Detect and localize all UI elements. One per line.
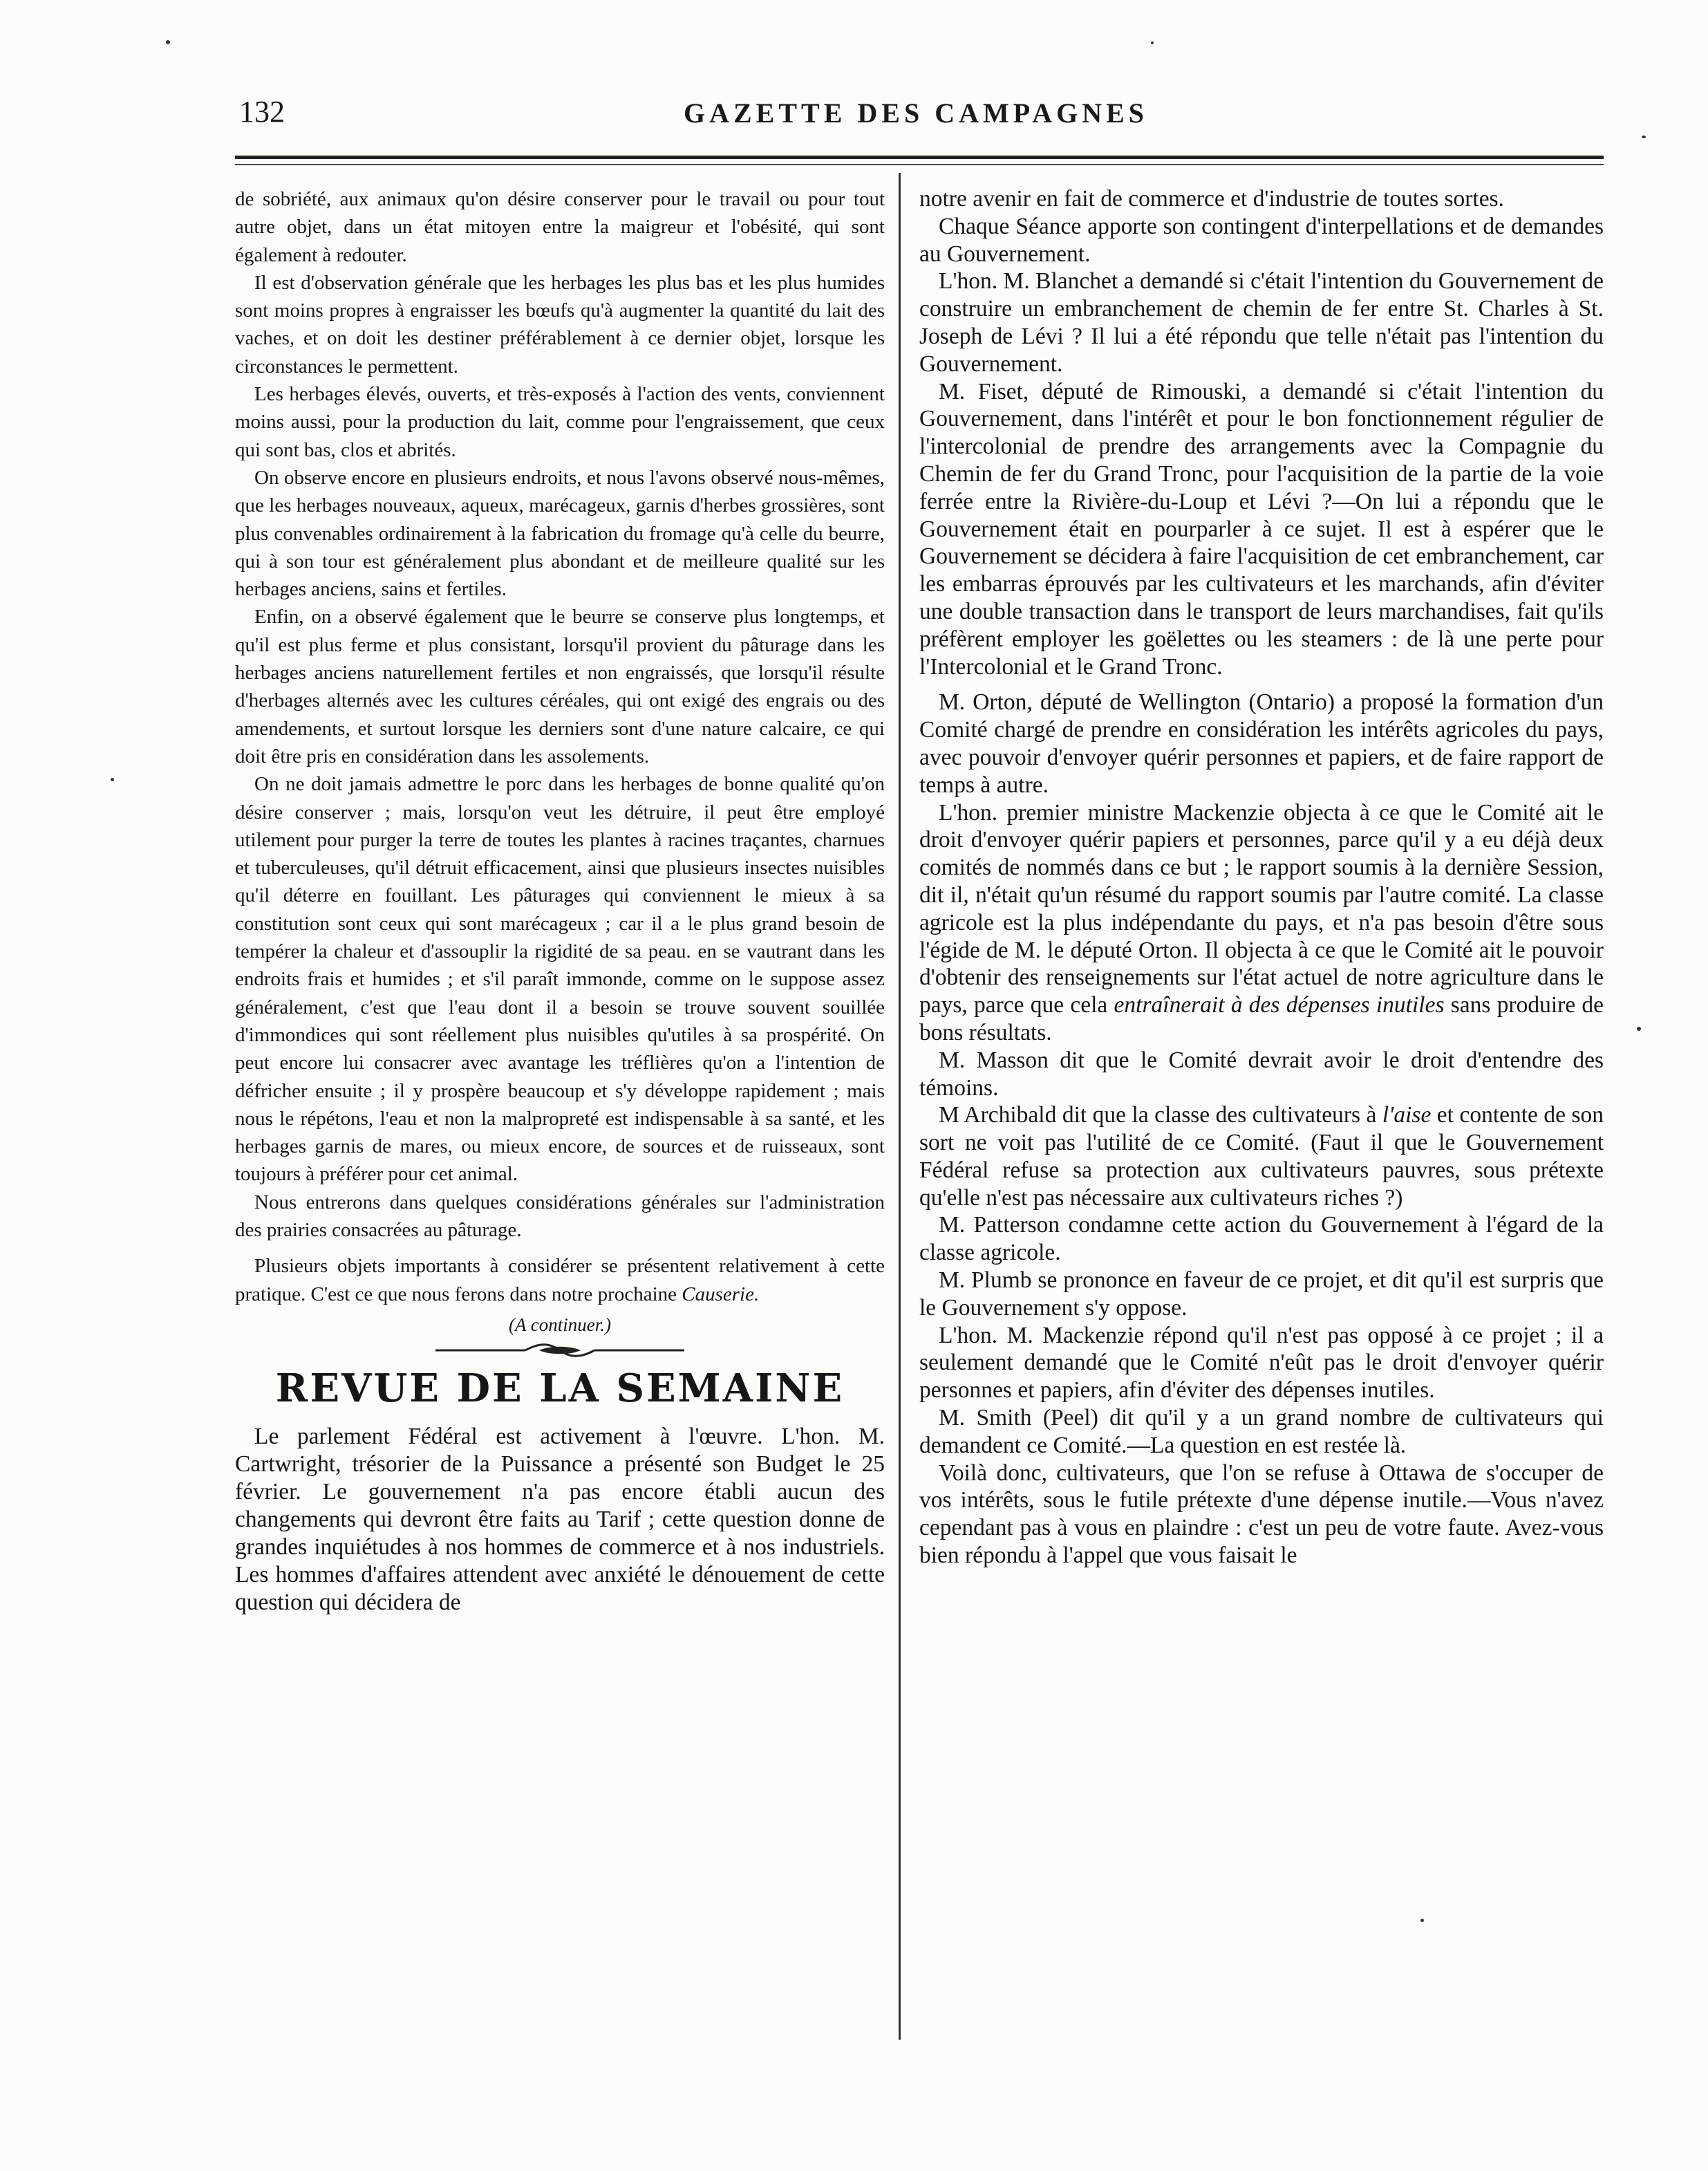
running-title: GAZETTE DES CAMPAGNES	[683, 97, 1148, 129]
scan-speck	[111, 778, 114, 781]
header-rule	[235, 156, 1604, 159]
paragraph-text: sans produire de bons résultats.	[919, 992, 1604, 1045]
ornament-divider-icon	[435, 1343, 684, 1358]
paragraph: Les herbages élevés, ouverts, et très-exposés à l'action des vents, conviennent moins aussi, pour la production du lait, comme pour l'engraissement, que ceux qui sont bas, clos et abrités.	[235, 383, 885, 461]
page-number: 132	[239, 95, 285, 129]
paragraph: L'hon. M. Mackenzie répond qu'il n'est pas opposé à ce projet ; il a seulement demandé que le Comité n'eût pas le droit d'envoyer quérir personnes et papiers, afin d'éviter des dépenses inutiles.	[919, 1322, 1604, 1404]
page-header	[228, 87, 1604, 136]
right-column	[919, 185, 1604, 1569]
paragraph: On ne doit jamais admettre le porc dans les herbages de bonne qualité qu'on désire conserver ; mais, lorsqu'on veut les détruire, il peut être employé utilement pour purger la terre de toutes les plantes à racines traçantes, charnues et tuberculeuses, qu'il détruit efficacement, ainsi que plusieurs insectes nuisibles qu'il déterre en fouillant. Les pâturages qui conviennent le mieux à sa constitution sont ceux qui sont marécageux ; car il a le plus grand besoin de tempérer la chaleur et d'assouplir la rigidité de sa peau. en se vautrant dans les endroits frais et humides ; et s'il paraît immonde, comme on le suppose assez généralement, c'est que l'eau dont il a besoin se trouve souvent souillée d'immondices qui sont réellement plus nuisibles qu'utiles à sa prospérité. On peut encore lui consacrer avec avantage les tréflières qu'on a l'intention de défricher ensuite ; il y prospère beaucoup et s'y développe rapidement ; mais nous le répétons, l'eau et non la malpropreté est indispensable à sa santé, et les herbages garnis de mares, ou mieux encore, de sources et de ruisseaux, sont toujours à préférer pour cet animal.	[235, 773, 885, 1186]
paragraph-text: M Archibald dit que la classe des cultivateurs à	[939, 1102, 1377, 1128]
paragraph: M. Masson dit que le Comité devrait avoir le droit d'entendre des témoins.	[919, 1047, 1604, 1101]
paragraph: M. Fiset, député de Rimouski, a demandé si c'était l'intention du Gouvernement, dans l'intérêt et pour le bon fonctionnement régulier de l'intercolonial de prendre des arrangements avec la Compagnie du Chemin de fer du Grand Tronc, pour l'acquisition de la partie de la voie ferrée entre la Rivière-du-Loup et Lévi ?—On lui a répondu que le Gouvernement était en pourparler à ce sujet. Il est à espérer que le Gouvernement se décidera à faire l'acquisition de cet embranchement, car les embarras éprouvés par les cultivateurs et les marchands, afin d'éviter une double transaction dans le transport de leurs marchandises, fait qu'ils préfèrent employer les goëlettes ou les steamers : de là une perte pour l'Intercolonial et le Grand Tronc.	[919, 378, 1604, 680]
scan-speck	[1637, 1027, 1641, 1031]
paragraph: M. Patterson condamne cette action du Gouvernement à l'égard de la classe agricole.	[919, 1212, 1604, 1266]
column-divider	[899, 173, 901, 2040]
scan-speck	[1642, 136, 1646, 138]
paragraph-text: Plusieurs objets importants à considérer se présentent relativement à cette pratique. C'est ce que nous ferons dans notre prochaine	[235, 1255, 885, 1305]
paragraph-text: et contente de son sort ne voit pas l'utilité de ce Comité. (Faut il que le Gouvernement Fédéral refuse sa protection aux cultivateurs pauvres, sous prétexte qu'elle n'est pas nécessaire aux cultivateurs riches ?)	[919, 1102, 1604, 1211]
paragraph-text: L'hon. premier ministre Mackenzie objecta à ce que le Comité ait le droit d'envoyer quérir papiers et personnes, parce qu'il y a eu déjà deux comités de nommés dans ce but ; le rapport soumis à la dernière Session, dit il, n'était qu'un résumé du rapport soumis par l'autre comité. La classe agricole est la plus indépendante du pays, et n'a pas besoin d'être sous l'égide de M. le député Orton. Il objecta à ce que le Comité ait le pouvoir d'obtenir des renseignements sur l'état actuel de notre agriculture dans le pays, parce que cela	[919, 799, 1604, 1018]
paragraph	[919, 799, 1604, 1047]
paragraph: L'hon. M. Blanchet a demandé si c'était l'intention du Gouvernement de construire un embranchement de chemin de fer entre St. Charles à St. Joseph de Lévi ? Il lui a été répondu que telle n'était pas l'intention du Gouvernement.	[919, 268, 1604, 377]
paragraph: de sobriété, aux animaux qu'on désire conserver pour le travail ou pour tout autre objet, dans un état mitoyen entre la maigreur et l'obésité, qui sont également à redouter.	[235, 188, 885, 266]
paragraph: Voilà donc, cultivateurs, que l'on se refuse à Ottawa de s'occuper de vos intérêts, sous le futile prétexte d'une dépense inutile.—Vous n'avez cependant pas à vous en plaindre : c'est un peu de votre faute. Avez-vous bien répondu à l'appel que vous faisait le	[919, 1460, 1604, 1569]
paragraph	[919, 1101, 1604, 1211]
paragraph: Chaque Séance apporte son contingent d'interpellations et de demandes au Gouvernement.	[919, 213, 1604, 267]
paragraph: M. Smith (Peel) dit qu'il y a un grand nombre de cultivateurs qui demandent ce Comité.—La question en est restée là.	[919, 1405, 1604, 1458]
italic-word: Causerie.	[682, 1283, 760, 1305]
left-column	[235, 185, 885, 1616]
scan-speck	[1151, 41, 1154, 44]
paragraph: notre avenir en fait de commerce et d'industrie de toutes sortes.	[919, 186, 1505, 212]
paragraph: Le parlement Fédéral est activement à l'œuvre. L'hon. M. Cartwright, trésorier de la Puissance a présenté son Budget le 25 février. Le gouvernement n'a pas encore établi aucun des changements qui devront être faits au Tarif ; cette question donne de grandes inquiétudes à nos hommes de commerce et à nos industriels. Les hommes d'affaires attendent avec anxiété le dénouement de cette question qui décidera de	[235, 1424, 885, 1616]
paragraph: Nous entrerons dans quelques considérations générales sur l'administration des prairies consacrées au pâturage.	[235, 1191, 885, 1241]
paragraph: On observe encore en plusieurs endroits, et nous l'avons observé nous-mêmes, que les herbages nouveaux, aqueux, marécageux, garnis d'herbes grossières, sont plus convenables ordinairement à la fabrication du fromage qu'à celle du beurre, qui à son tour est généralement plus abondant et de meilleure qualité sur les herbages anciens, sains et fertiles.	[235, 466, 885, 601]
paragraph: Il est d'observation générale que les herbages les plus bas et les plus humides sont moins propres à engraisser les bœufs qu'à augmenter la quantité du lait des vaches, et on doit les destiner préférablement à ce dernier objet, lorsque les circonstances le permettent.	[235, 271, 885, 378]
paragraph	[235, 1252, 885, 1308]
italic-word: l'aise	[1382, 1102, 1432, 1128]
scan-speck	[1420, 1919, 1424, 1922]
italic-phrase: entraînerait à des dépenses inutiles	[1114, 992, 1445, 1018]
paragraph: M. Orton, député de Wellington (Ontario) a proposé la formation d'un Comité chargé de prendre en considération les intérêts agricoles du pays, avec pouvoir d'envoyer quérir personnes et papiers, et de faire rapport de temps à autre.	[919, 689, 1604, 798]
paragraph: Enfin, on a observé également que le beurre se conserve plus longtemps, et qu'il est plus ferme et plus consistant, lorsqu'il provient du pâturage dans les herbages anciens naturellement fertiles et non engraissés, que lorsqu'il résulte d'herbages alternés avec les cultures céréales, qui ont exigé des engrais ou des amendements, et surtout lorsque les derniers sont d'une nature calcaire, ce qui doit être pris en considération dans les assolements.	[235, 606, 885, 767]
paragraph: M. Plumb se prononce en faveur de ce projet, et dit qu'il est surpris que le Gouvernement s'y oppose.	[919, 1267, 1604, 1321]
scan-speck	[166, 40, 170, 44]
continued-note: (A continuer.)	[509, 1314, 611, 1335]
section-heading: REVUE DE LA SEMAINE	[275, 1366, 845, 1412]
header-rule-thin	[235, 164, 1604, 165]
